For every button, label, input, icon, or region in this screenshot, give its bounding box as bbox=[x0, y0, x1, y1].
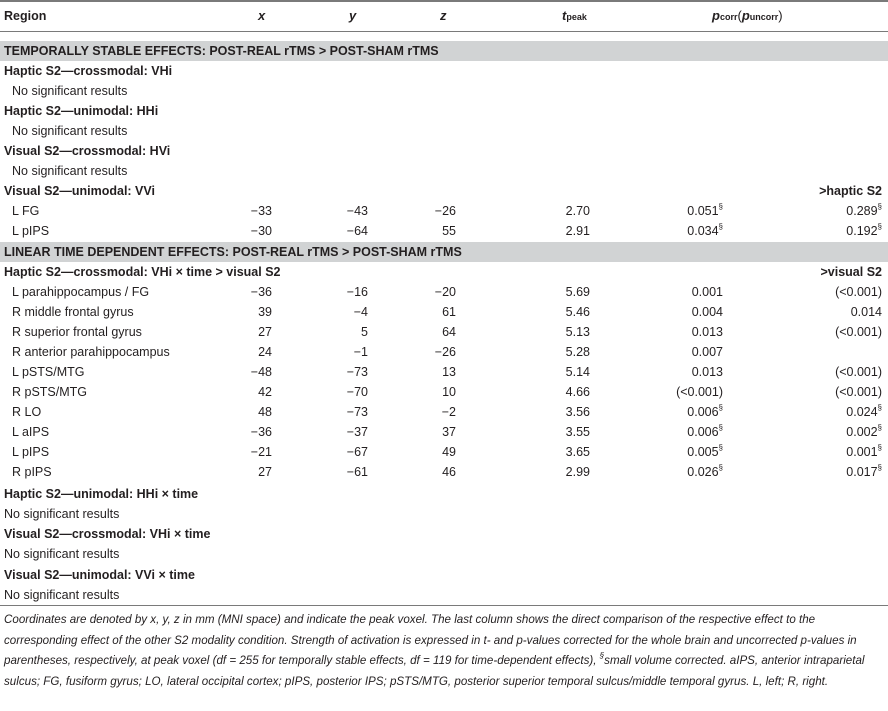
group-title: Haptic S2—crossmodal: VHi bbox=[4, 64, 173, 78]
sv-mark: § bbox=[877, 402, 882, 412]
cell-p-uncorr bbox=[835, 282, 882, 302]
cell-p-value: 0.051 bbox=[687, 204, 719, 218]
cell-z: 61 bbox=[442, 305, 456, 319]
cell-x: 24 bbox=[258, 345, 272, 359]
group-heading bbox=[0, 181, 888, 201]
cell-region: L pSTS/MTG bbox=[12, 365, 85, 379]
sv-mark: § bbox=[718, 201, 723, 211]
cell-p-value: 0.026 bbox=[687, 465, 719, 479]
section-stable bbox=[0, 41, 888, 61]
cell-p bbox=[687, 422, 723, 442]
cell-x: −30 bbox=[250, 224, 272, 238]
cell-t: 2.91 bbox=[565, 224, 590, 238]
cell-p-uncorr bbox=[846, 201, 882, 221]
section-stable-title: TEMPORALLY STABLE EFFECTS: POST-REAL rTMS > POST-SHAM rTMS bbox=[4, 44, 439, 58]
group-heading bbox=[0, 484, 888, 504]
cell-z: −26 bbox=[434, 345, 456, 359]
sv-mark: § bbox=[718, 442, 723, 452]
cell-t: 2.70 bbox=[565, 204, 590, 218]
cell-p-uncorr-value: 0.001 bbox=[846, 445, 878, 459]
cell-region: L parahippocampus / FG bbox=[12, 285, 150, 299]
header-x: x bbox=[258, 8, 266, 23]
cell-t: 5.14 bbox=[565, 365, 590, 379]
cell-t: 5.69 bbox=[565, 285, 590, 299]
sv-mark: § bbox=[877, 201, 882, 211]
cell-t: 5.46 bbox=[565, 305, 590, 319]
header-p-values bbox=[712, 2, 783, 31]
group-title: Visual S2—unimodal: VVi × time bbox=[4, 568, 195, 582]
cell-x: 48 bbox=[258, 405, 272, 419]
no-results-row bbox=[0, 81, 888, 101]
table-row bbox=[0, 302, 888, 322]
cell-p-uncorr-value: 0.002 bbox=[846, 425, 878, 439]
cell-p-uncorr bbox=[835, 322, 882, 342]
sv-mark: § bbox=[877, 462, 882, 472]
cell-x: −33 bbox=[250, 204, 272, 218]
header-t-peak bbox=[562, 2, 587, 31]
cell-region: L pIPS bbox=[12, 445, 50, 459]
cell-p bbox=[687, 442, 723, 462]
header-z: z bbox=[440, 8, 447, 23]
no-results-text: No significant results bbox=[4, 507, 120, 521]
header-t-main: t bbox=[562, 8, 567, 23]
cell-p-uncorr-value: 0.014 bbox=[850, 305, 882, 319]
cell-p-uncorr bbox=[846, 442, 882, 462]
header-y: y bbox=[349, 8, 357, 23]
cell-p bbox=[692, 342, 723, 362]
no-results-row bbox=[0, 544, 888, 564]
cell-p-uncorr-value: (<0.001) bbox=[835, 365, 882, 379]
cell-p-value: 0.013 bbox=[691, 365, 723, 379]
header-p-open: ( bbox=[737, 8, 742, 23]
cell-p-uncorr bbox=[846, 402, 882, 422]
cell-x: −21 bbox=[250, 445, 272, 459]
header-p-sub: corr bbox=[719, 12, 738, 22]
cell-x: 42 bbox=[258, 385, 272, 399]
table-row bbox=[0, 322, 888, 342]
cell-z: 37 bbox=[442, 425, 456, 439]
cell-p-value: 0.034 bbox=[687, 224, 719, 238]
footnote-part2: small volume corrected. aIPS, anterior intraparietal sulcus; FG, fusiform gyrus; LO, lateral occipital cortex; pIPS, posterior IPS; pSTS/MTG, posterior superior temporal sulcus/middle temporal gyrus. L, left; R, right. bbox=[4, 654, 865, 688]
table-row bbox=[0, 282, 888, 302]
cell-p-uncorr-value: (<0.001) bbox=[835, 385, 882, 399]
cell-p-uncorr bbox=[846, 221, 882, 241]
cell-x: 27 bbox=[258, 465, 272, 479]
no-results-text: No significant results bbox=[4, 547, 120, 561]
cell-region: L aIPS bbox=[12, 425, 50, 439]
cell-x: 39 bbox=[258, 305, 272, 319]
cell-t: 3.55 bbox=[565, 425, 590, 439]
cell-t: 2.99 bbox=[565, 465, 590, 479]
cell-pu-value: 0.192 bbox=[846, 224, 878, 238]
cell-pu-value: 0.289 bbox=[846, 204, 878, 218]
cell-p bbox=[692, 322, 723, 342]
section-linear-title: LINEAR TIME DEPENDENT EFFECTS: POST-REAL rTMS > POST-SHAM rTMS bbox=[4, 245, 462, 259]
group-heading bbox=[0, 565, 888, 585]
sv-mark: § bbox=[718, 422, 723, 432]
cell-y: −64 bbox=[346, 224, 368, 238]
cell-t: 3.65 bbox=[565, 445, 590, 459]
table-row bbox=[0, 442, 888, 462]
group-heading bbox=[0, 141, 888, 161]
cell-p-value: 0.013 bbox=[691, 325, 723, 339]
cell-t: 4.66 bbox=[565, 385, 590, 399]
cell-x: −36 bbox=[250, 425, 272, 439]
no-results-text: No significant results bbox=[12, 84, 128, 98]
header-p-close: ) bbox=[778, 8, 783, 23]
cell-t: 5.28 bbox=[565, 345, 590, 359]
no-results-row bbox=[0, 504, 888, 524]
cell-z: 10 bbox=[442, 385, 456, 399]
footnote-sv-mark: § bbox=[599, 651, 605, 661]
cell-p bbox=[692, 282, 723, 302]
cell-t: 5.13 bbox=[565, 325, 590, 339]
group-heading bbox=[0, 61, 888, 81]
table-row bbox=[0, 402, 888, 422]
cell-p-value: 0.007 bbox=[691, 345, 723, 359]
cell-p-uncorr bbox=[846, 462, 882, 482]
sv-mark: § bbox=[877, 422, 882, 432]
group-heading bbox=[0, 262, 888, 282]
cell-y: −16 bbox=[346, 285, 368, 299]
sv-mark: § bbox=[718, 462, 723, 472]
cell-p-value: 0.006 bbox=[687, 425, 719, 439]
cell-p bbox=[692, 302, 723, 322]
cell-y: 5 bbox=[361, 325, 368, 339]
table-row bbox=[0, 422, 888, 442]
cell-y: −70 bbox=[346, 385, 368, 399]
cell-p bbox=[692, 362, 723, 382]
group-title: Haptic S2—unimodal: HHi bbox=[4, 104, 159, 118]
cell-x: 27 bbox=[258, 325, 272, 339]
group-comparison-note: >visual S2 bbox=[820, 265, 882, 279]
section-linear bbox=[0, 242, 888, 262]
cell-region: R middle frontal gyrus bbox=[12, 305, 134, 319]
cell-p-uncorr-value: 0.017 bbox=[846, 465, 878, 479]
cell-region: L pIPS bbox=[12, 224, 50, 238]
group-title: Haptic S2—crossmodal: VHi × time > visual S2 bbox=[4, 265, 281, 279]
cell-p bbox=[687, 221, 723, 241]
cell-p-value: 0.004 bbox=[691, 305, 723, 319]
cell-z: 55 bbox=[442, 224, 456, 238]
table-row bbox=[0, 201, 888, 221]
group-title: Visual S2—crossmodal: HVi bbox=[4, 144, 171, 158]
cell-region: R superior frontal gyrus bbox=[12, 325, 142, 339]
group-heading bbox=[0, 101, 888, 121]
cell-y: −73 bbox=[346, 405, 368, 419]
cell-y: −73 bbox=[346, 365, 368, 379]
cell-z: 64 bbox=[442, 325, 456, 339]
header-p-main: p bbox=[712, 8, 720, 23]
no-results-text: No significant results bbox=[12, 164, 128, 178]
cell-region: L FG bbox=[12, 204, 40, 218]
no-results-row bbox=[0, 585, 888, 605]
cell-z: 46 bbox=[442, 465, 456, 479]
table-row bbox=[0, 221, 888, 241]
table-row bbox=[0, 462, 888, 482]
bottom-rule bbox=[0, 605, 888, 606]
cell-z: 13 bbox=[442, 365, 456, 379]
no-results-text: No significant results bbox=[4, 588, 120, 602]
table-row bbox=[0, 382, 888, 402]
cell-p-uncorr-value: 0.024 bbox=[846, 405, 878, 419]
cell-t: 3.56 bbox=[565, 405, 590, 419]
header-t-sub: peak bbox=[566, 12, 587, 22]
group-title: Visual S2—crossmodal: VHi × time bbox=[4, 527, 211, 541]
header-p2-main: p bbox=[741, 8, 750, 23]
group-comparison-note: >haptic S2 bbox=[819, 184, 882, 198]
group-title: Visual S2—unimodal: VVi bbox=[4, 184, 155, 198]
cell-x: −36 bbox=[250, 285, 272, 299]
cell-y: −43 bbox=[346, 204, 368, 218]
cell-p-uncorr-value: (<0.001) bbox=[835, 285, 882, 299]
cell-region: R pIPS bbox=[12, 465, 52, 479]
sv-mark: § bbox=[877, 221, 882, 231]
cell-z: −26 bbox=[434, 204, 456, 218]
cell-z: −20 bbox=[434, 285, 456, 299]
cell-y: −37 bbox=[346, 425, 368, 439]
no-results-text: No significant results bbox=[12, 124, 128, 138]
cell-z: 49 bbox=[442, 445, 456, 459]
cell-region: R LO bbox=[12, 405, 42, 419]
sv-mark: § bbox=[877, 442, 882, 452]
cell-p bbox=[687, 402, 723, 422]
cell-p-uncorr bbox=[835, 382, 882, 402]
cell-region: R pSTS/MTG bbox=[12, 385, 88, 399]
cell-p-uncorr-value: (<0.001) bbox=[835, 325, 882, 339]
header-region: Region bbox=[4, 9, 47, 23]
cell-p-value: (<0.001) bbox=[676, 385, 723, 399]
cell-x: −48 bbox=[250, 365, 272, 379]
cell-p-uncorr bbox=[846, 422, 882, 442]
sv-mark: § bbox=[718, 402, 723, 412]
cell-p-value: 0.001 bbox=[691, 285, 723, 299]
no-results-row bbox=[0, 121, 888, 141]
table-footnote bbox=[4, 610, 884, 692]
cell-p-uncorr bbox=[835, 362, 882, 382]
cell-region: R anterior parahippocampus bbox=[12, 345, 170, 359]
header-rule bbox=[0, 31, 888, 32]
footnote-part1: Coordinates are denoted by x, y, z in mm (MNI space) and indicate the peak voxel. The last column shows the direct comparison of the respective effect to the corresponding effect of the other S2 modality condition. Strength of activation is expressed in t- and p-values corrected for the whole brain and uncorrected p-values in parentheses, respectively, at peak voxel (df = 255 for temporally stable effects, df = 119 for time-dependent effects), bbox=[4, 613, 857, 668]
no-results-row bbox=[0, 161, 888, 181]
cell-p bbox=[687, 462, 723, 482]
sv-mark: § bbox=[718, 221, 723, 231]
cell-y: −61 bbox=[346, 465, 368, 479]
cell-p-value: 0.006 bbox=[687, 405, 719, 419]
table-row bbox=[0, 362, 888, 382]
group-heading bbox=[0, 524, 888, 544]
cell-y: −4 bbox=[353, 305, 368, 319]
cell-y: −1 bbox=[353, 345, 368, 359]
cell-p bbox=[687, 201, 723, 221]
group-title: Haptic S2—unimodal: HHi × time bbox=[4, 487, 199, 501]
column-header-row bbox=[0, 2, 888, 30]
cell-z: −2 bbox=[441, 405, 456, 419]
cell-y: −67 bbox=[346, 445, 368, 459]
cell-p-value: 0.005 bbox=[687, 445, 719, 459]
table-row bbox=[0, 342, 888, 362]
header-p2-sub: uncorr bbox=[749, 12, 779, 22]
cell-p bbox=[676, 382, 723, 402]
cell-p-uncorr bbox=[851, 302, 882, 322]
